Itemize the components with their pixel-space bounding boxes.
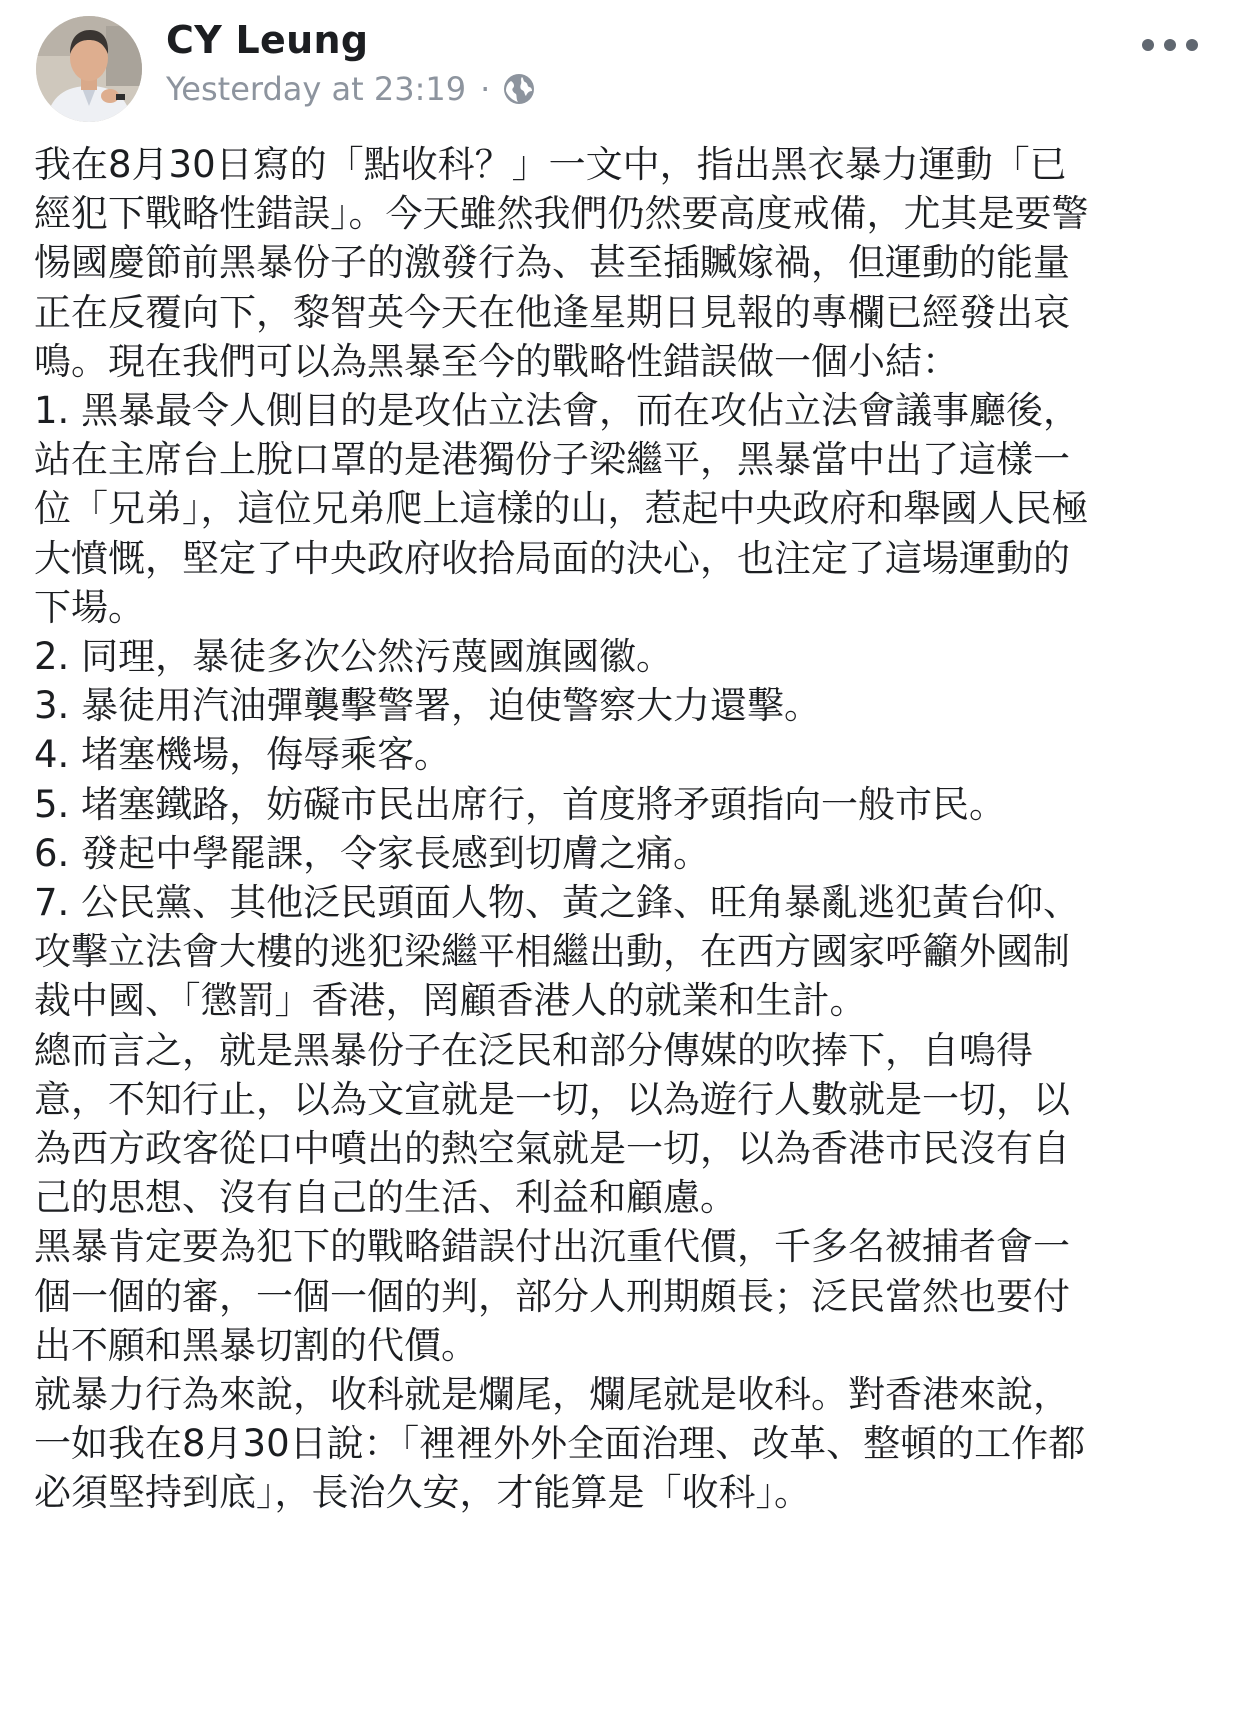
globe-icon[interactable] bbox=[502, 72, 536, 106]
post-body bbox=[34, 140, 1096, 1518]
post-paragraph: 1. 黑暴最令人側目的是攻佔立法會，而在攻佔立法會議事廳後，站在主席台上脫口罩的是港獨份子梁繼平，黑暴當中出了這樣一位「兄弟」，這位兄弟爬上這樣的山，惹起中央政府和舉國人民極大憤慨，堅定了中央政府收拾局面的決心，也注定了這場運動的下場。 bbox=[34, 389, 1089, 629]
post-paragraph: 3. 暴徒用汽油彈襲擊警署，迫使警察大力還擊。 bbox=[34, 684, 822, 728]
post-paragraph: 7. 公民黨、其他泛民頭面人物、黃之鋒、旺角暴亂逃犯黃台仰、攻擊立法會大樓的逃犯梁繼平相繼出動，在西方國家呼籲外國制裁中國、「懲罰」香港，罔顧香港人的就業和生計。 bbox=[34, 881, 1081, 1023]
post-author-name[interactable]: CY Leung bbox=[166, 18, 369, 62]
more-dot bbox=[1164, 39, 1176, 51]
post-paragraph: 黑暴肯定要為犯下的戰略錯誤付出沉重代價，千多名被捕者會一個一個的審，一個一個的判，部分人刑期頗長；泛民當然也要付出不願和黑暴切割的代價。 bbox=[34, 1225, 1070, 1367]
post-timestamp[interactable]: Yesterday at 23:19 bbox=[166, 70, 467, 108]
profile-photo-icon bbox=[36, 16, 142, 122]
post-paragraph: 總而言之，就是黑暴份子在泛民和部分傳媒的吹捧下，自鳴得意，不知行止，以為文宣就是一切，以為遊行人數就是一切，以為西方政客從口中噴出的熱空氣就是一切，以為香港市民沒有自己的思想、沒有自己的生活、利益和顧慮。 bbox=[34, 1028, 1070, 1220]
avatar[interactable] bbox=[36, 16, 142, 122]
meta-separator: · bbox=[480, 70, 491, 108]
post-paragraph: 4. 堵塞機場，侮辱乘客。 bbox=[34, 733, 452, 777]
more-dot bbox=[1186, 39, 1198, 51]
post-paragraph: 6. 發起中學罷課，令家長感到切膚之痛。 bbox=[34, 831, 711, 875]
more-dot bbox=[1142, 39, 1154, 51]
post-paragraph: 2. 同理，暴徒多次公然污蔑國旗國徽。 bbox=[34, 635, 674, 679]
more-options-icon[interactable] bbox=[1142, 30, 1198, 60]
post-paragraph: 5. 堵塞鐵路，妨礙市民出席行，首度將矛頭指向一般市民。 bbox=[34, 782, 1007, 826]
post-paragraph: 就暴力行為來說，收科就是爛尾，爛尾就是收科。對香港來說，一如我在8月30日說：「裡裡外外全面治理、改革、整頓的工作都必須堅持到底」，長治久安，才能算是「收科」。 bbox=[34, 1373, 1086, 1515]
post-meta bbox=[166, 70, 536, 108]
post-paragraph: 我在8月30日寫的「點收科？」一文中，指出黑衣暴力運動「已經犯下戰略性錯誤」。今天雖然我們仍然要高度戒備，尤其是要警惕國慶節前黑暴份子的激發行為、甚至插贓嫁禍，但運動的能量正在反覆向下，黎智英今天在他逢星期日見報的專欄已經發出哀鳴。現在我們可以為黑暴至今的戰略性錯誤做一個小結： bbox=[34, 143, 1089, 383]
